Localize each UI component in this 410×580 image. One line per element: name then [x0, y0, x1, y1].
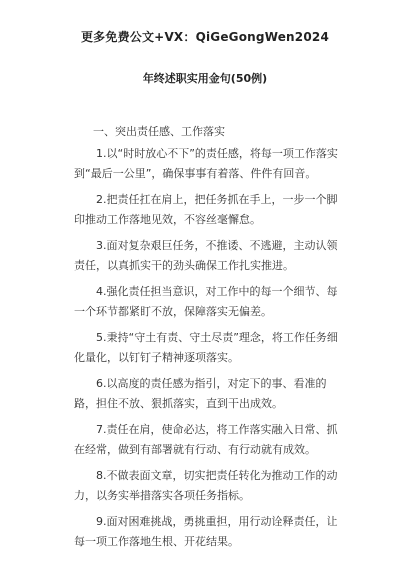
list-item: 9.面对困难挑战，勇挑重担，用行动诠释责任，让每一项工作落地生根、开花结果。 — [74, 515, 338, 548]
promo-header: 更多免费公文+VX：QiGeGongWen2024 — [80, 30, 329, 44]
list-item: 1.以“时时放心不下”的责任感，将每一项工作落实到“最后一公里”，确保事事有着落、件件有回音。 — [74, 147, 338, 180]
list-item: 2.把责任扛在肩上，把任务抓在手上，一步一个脚印推动工作落地见效，不容丝毫懈怠。 — [74, 193, 338, 226]
list-item: 8.不做表面文章，切实把责任转化为推动工作的动力，以务实举措落实各项任务指标。 — [74, 469, 338, 502]
list-item: 5.秉持“守土有责、守土尽责”理念，将工作任务细化量化，以钉钉子精神逐项落实。 — [74, 331, 338, 364]
list-item: 6.以高度的责任感为指引，对定下的事、看准的路，担住不放、狠抓落实，直到干出成效。 — [74, 377, 327, 410]
list-item: 4.强化责任担当意识，对工作中的每一个细节、每一个环节都紧盯不放，保障落实无偏差。 — [74, 285, 338, 318]
list-item: 3.面对复杂艰巨任务，不推诿、不逃避，主动认领责任，以真抓实干的劲头确保工作扎实推进。 — [74, 239, 338, 272]
section-heading: 一、突出责任感、工作落实 — [93, 125, 225, 138]
document-title: 年终述职实用金句(50例) — [142, 72, 268, 85]
item-list — [74, 144, 346, 558]
list-item: 7.责任在肩，使命必达，将工作落实融入日常、抓在经常，做到有部署就有行动、有行动就有成效。 — [74, 423, 338, 456]
